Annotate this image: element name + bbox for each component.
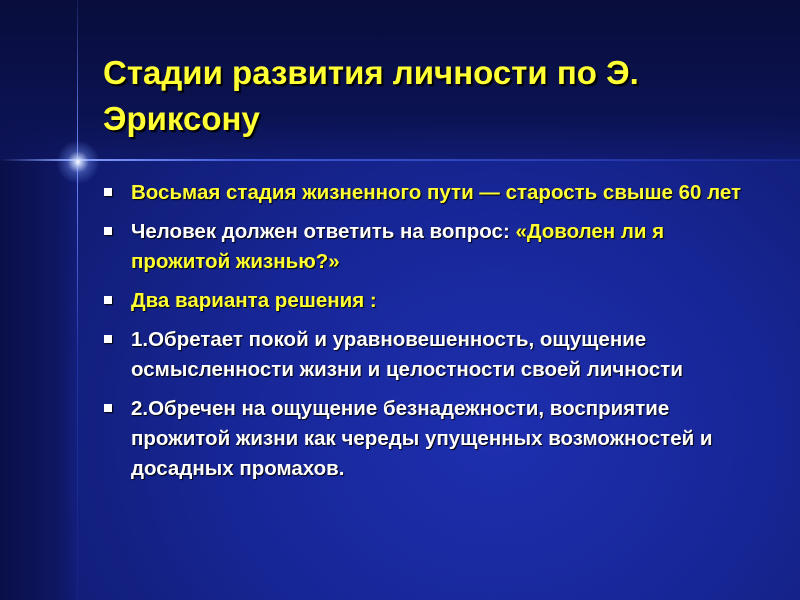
vertical-divider xyxy=(77,0,78,600)
item-text: Человек должен ответить на вопрос: xyxy=(131,220,516,243)
square-bullet-icon xyxy=(104,404,112,412)
bullet-list xyxy=(104,178,754,493)
item-text: Восьмая стадия жизненного пути — старость свыше 60 лет xyxy=(131,181,742,204)
star-sparkle-icon xyxy=(56,140,100,184)
item-text: Два варианта решения : xyxy=(131,289,377,312)
list-item-option-1 xyxy=(104,325,754,385)
item-text: 2.Обречен на ощущение безнадежности, восприятие прожитой жизни как череды упущенных возможностей и досадных промахов. xyxy=(131,397,713,480)
list-item-solutions-heading xyxy=(104,286,754,316)
list-item-option-2 xyxy=(104,394,754,484)
item-text: 1.Обретает покой и уравновешенность, ощущение осмысленности жизни и целостности своей личности xyxy=(131,328,683,381)
square-bullet-icon xyxy=(104,296,112,304)
square-bullet-icon xyxy=(104,188,112,196)
horizontal-divider xyxy=(0,159,800,161)
list-item-question xyxy=(104,217,754,277)
slide-title: Стадии развития личности по Э. Эриксону xyxy=(103,54,639,137)
square-bullet-icon xyxy=(104,227,112,235)
list-item-stage xyxy=(104,178,754,208)
square-bullet-icon xyxy=(104,335,112,343)
item-highlight-text: «Доволен ли я прожитой жизнью?» xyxy=(131,220,665,273)
